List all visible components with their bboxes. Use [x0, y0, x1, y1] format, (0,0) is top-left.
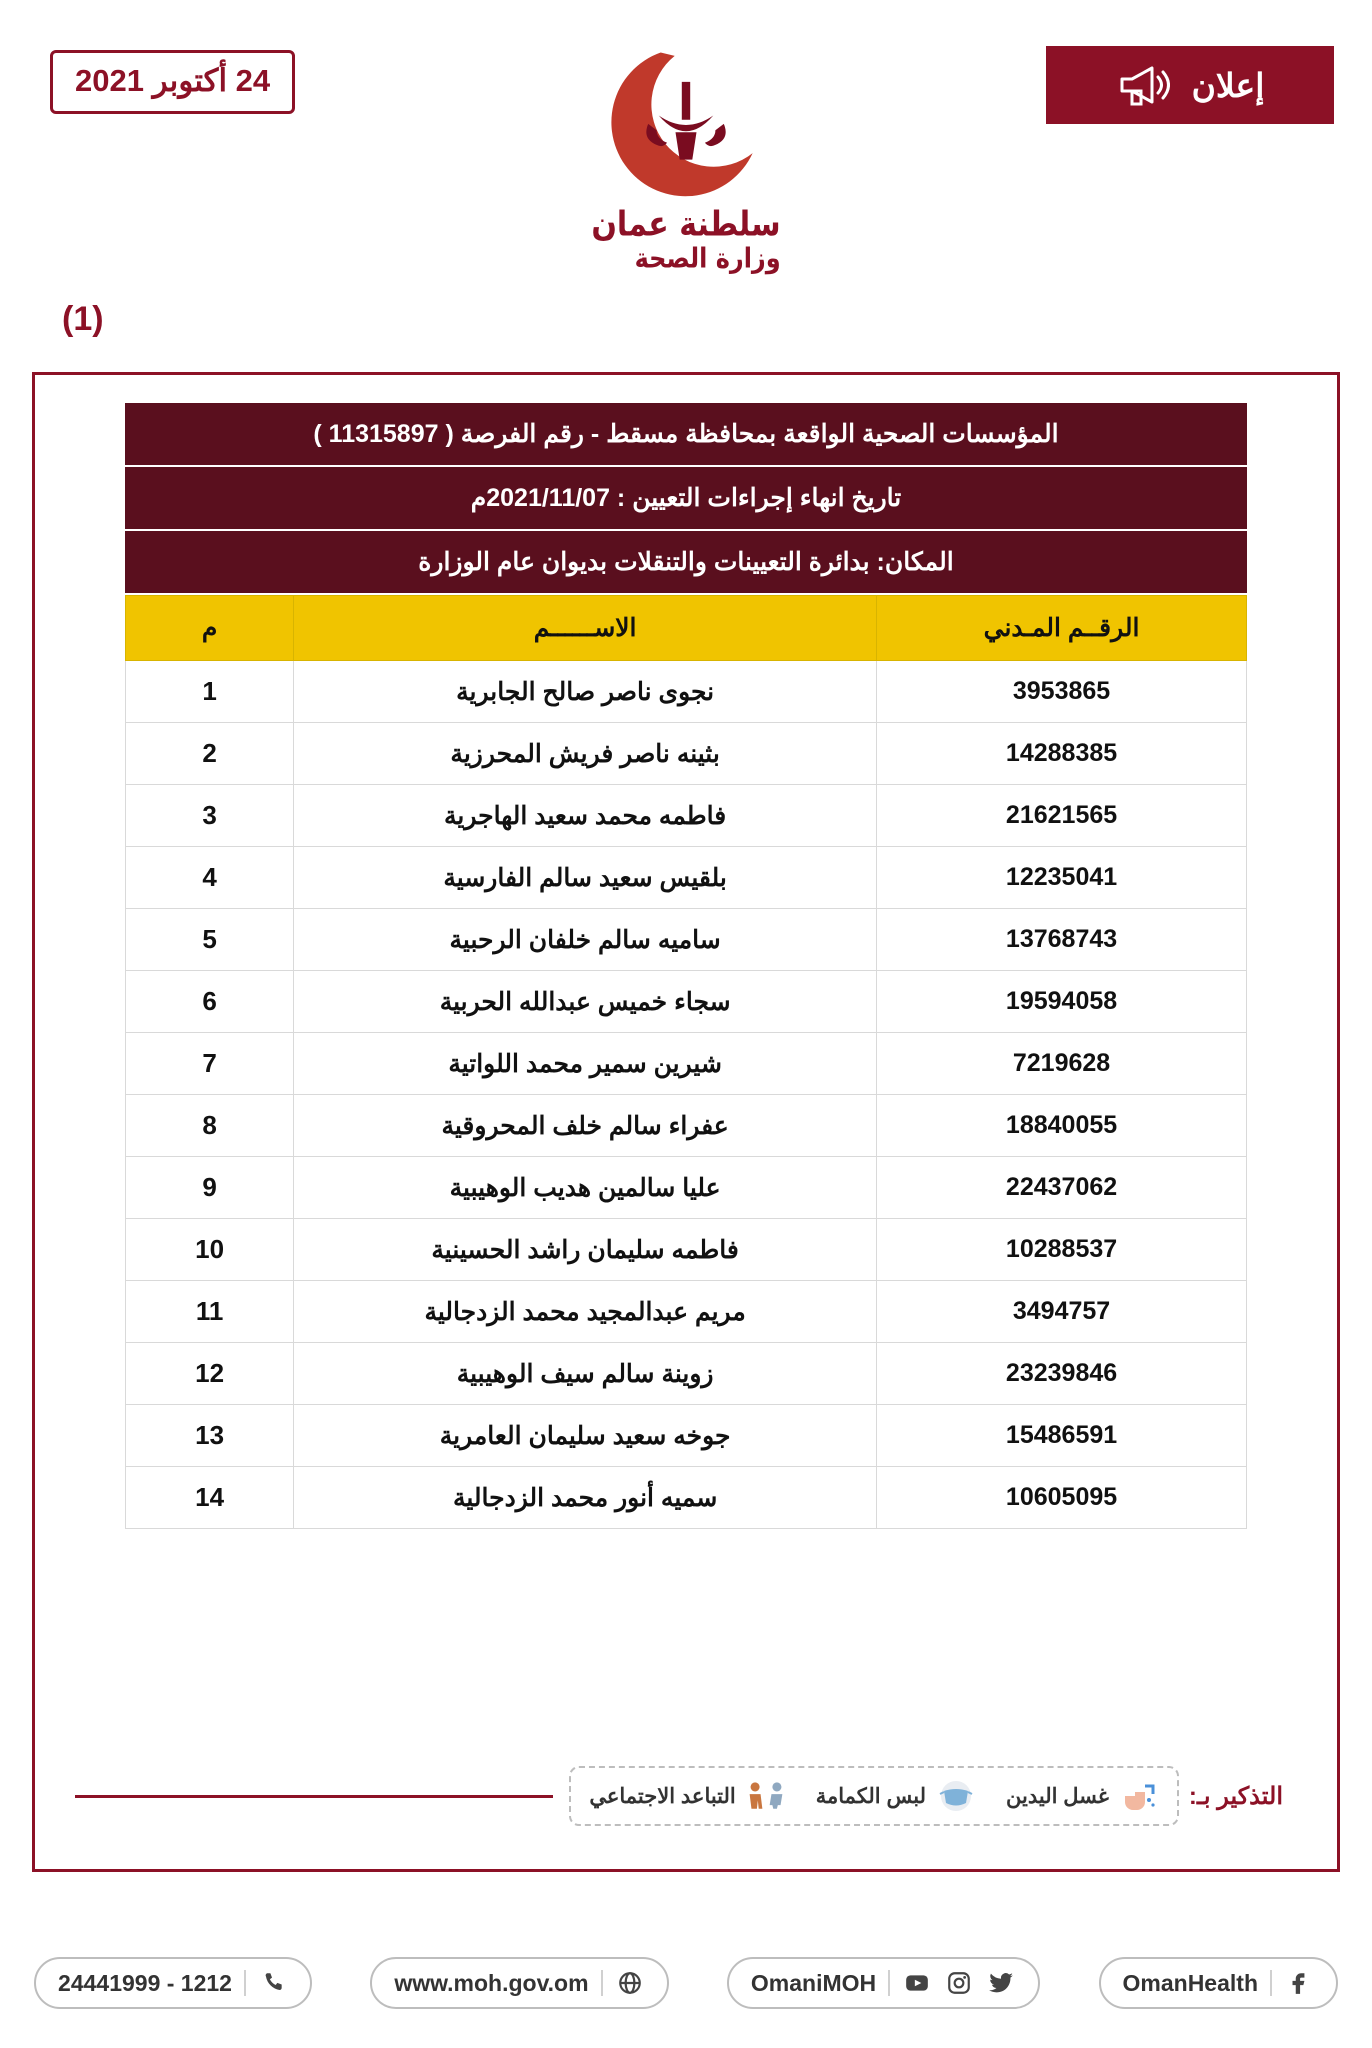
phone-icon — [258, 1968, 288, 1998]
table-row — [126, 1343, 1247, 1405]
cell-no: 4 — [126, 847, 294, 909]
instagram-icon — [944, 1968, 974, 1998]
cell-no: 9 — [126, 1157, 294, 1219]
reminder-item-handwash — [1006, 1776, 1159, 1816]
date-badge: 24 أكتوبر 2021 — [50, 50, 295, 114]
table-header-row — [126, 596, 1247, 661]
mask-icon — [936, 1776, 976, 1816]
twitter-icon — [986, 1968, 1016, 1998]
band-title: المؤسسات الصحية الواقعة بمحافظة مسقط - رقم الفرصة ( 11315897 ) — [125, 403, 1247, 467]
social-handle-text: OmaniMOH — [750, 1969, 877, 1996]
reminder-text: غسل اليدين — [1006, 1784, 1109, 1808]
cell-name: بثينه ناصر فريش المحرزية — [294, 723, 877, 785]
content-frame — [32, 372, 1340, 1872]
table-row — [126, 971, 1247, 1033]
website-text: www.moh.gov.om — [394, 1969, 589, 1996]
oman-crest-icon — [586, 40, 786, 205]
cell-no: 6 — [126, 971, 294, 1033]
phone-number[interactable] — [34, 1957, 312, 2009]
divider — [888, 1970, 890, 1996]
page-number: (1) — [62, 300, 104, 338]
cell-civil-id: 7219628 — [877, 1033, 1247, 1095]
facebook-icon — [1284, 1968, 1314, 1998]
cell-civil-id: 18840055 — [877, 1095, 1247, 1157]
cell-no: 5 — [126, 909, 294, 971]
cell-no: 2 — [126, 723, 294, 785]
reminder-items — [569, 1766, 1179, 1826]
cell-no: 1 — [126, 661, 294, 723]
cell-no: 10 — [126, 1219, 294, 1281]
divider — [1270, 1970, 1272, 1996]
table-row — [126, 661, 1247, 723]
cell-civil-id: 22437062 — [877, 1157, 1247, 1219]
table-row — [126, 1095, 1247, 1157]
table-row — [126, 1405, 1247, 1467]
candidates-table — [125, 595, 1247, 1529]
table-row — [126, 1281, 1247, 1343]
table-row — [126, 1033, 1247, 1095]
cell-civil-id: 21621565 — [877, 785, 1247, 847]
globe-icon — [615, 1968, 645, 1998]
youtube-icon — [902, 1968, 932, 1998]
cell-name: شيرين سمير محمد اللواتية — [294, 1033, 877, 1095]
header-name: الاســــــم — [294, 596, 877, 661]
band-deadline: تاريخ انهاء إجراءات التعيين : 2021/11/07م — [125, 467, 1247, 531]
band-location: المكان: بدائرة التعيينات والتنقلات بديوان عام الوزارة — [125, 531, 1247, 595]
cell-no: 13 — [126, 1405, 294, 1467]
cell-name: فاطمه سليمان راشد الحسينية — [294, 1219, 877, 1281]
cell-civil-id: 15486591 — [877, 1405, 1247, 1467]
website-link[interactable] — [370, 1957, 668, 2009]
reminder-strip — [75, 1767, 1297, 1825]
cell-civil-id: 23239846 — [877, 1343, 1247, 1405]
reminder-label: التذكير بـ: — [1188, 1782, 1283, 1810]
cell-name: مريم عبدالمجيد محمد الزدجالية — [294, 1281, 877, 1343]
cell-civil-id: 14288385 — [877, 723, 1247, 785]
table-area — [125, 403, 1247, 1529]
table-row — [126, 723, 1247, 785]
reminder-item-distancing — [589, 1776, 785, 1816]
cell-name: عليا سالمين هديب الوهيبية — [294, 1157, 877, 1219]
cell-name: ساميه سالم خلفان الرحبية — [294, 909, 877, 971]
ministry-wordmark — [591, 204, 780, 274]
announcement-label: إعلان — [1191, 66, 1265, 104]
cell-civil-id: 13768743 — [877, 909, 1247, 971]
phone-text: 24441999 - 1212 — [58, 1969, 232, 1996]
table-row — [126, 785, 1247, 847]
table-row — [126, 1157, 1247, 1219]
header-civil-id: الرقــم المـدني — [877, 596, 1247, 661]
ministry-line-2: وزارة الصحة — [634, 242, 781, 275]
cell-civil-id: 10288537 — [877, 1219, 1247, 1281]
divider — [244, 1970, 246, 1996]
cell-name: زوينة سالم سيف الوهيبية — [294, 1343, 877, 1405]
cell-civil-id: 3953865 — [877, 661, 1247, 723]
reminder-text: التباعد الاجتماعي — [589, 1784, 736, 1808]
reminder-text: لبس الكمامة — [815, 1784, 926, 1808]
table-body — [126, 661, 1247, 1529]
reminder-item-mask — [816, 1776, 976, 1816]
cell-name: جوخه سعيد سليمان العامرية — [294, 1405, 877, 1467]
header-no: م — [126, 596, 294, 661]
cell-no: 12 — [126, 1343, 294, 1405]
cell-name: سجاء خميس عبدالله الحربية — [294, 971, 877, 1033]
table-row — [126, 1467, 1247, 1529]
ministry-line-1: سلطنة عمان — [591, 204, 781, 245]
distancing-icon — [746, 1776, 786, 1816]
cell-name: سميه أنور محمد الزدجالية — [294, 1467, 877, 1529]
cell-civil-id: 12235041 — [877, 847, 1247, 909]
ministry-logo — [0, 40, 1372, 275]
cell-civil-id: 19594058 — [877, 971, 1247, 1033]
cell-name: عفراء سالم خلف المحروقية — [294, 1095, 877, 1157]
table-row — [126, 847, 1247, 909]
cell-name: بلقيس سعيد سالم الفارسية — [294, 847, 877, 909]
cell-civil-id: 10605095 — [877, 1467, 1247, 1529]
cell-no: 7 — [126, 1033, 294, 1095]
page-header — [0, 0, 1372, 338]
handwash-icon — [1119, 1776, 1159, 1816]
cell-no: 14 — [126, 1467, 294, 1529]
cell-no: 3 — [126, 785, 294, 847]
facebook-handle[interactable] — [1099, 1957, 1338, 2009]
table-row — [126, 909, 1247, 971]
cell-civil-id: 3494757 — [877, 1281, 1247, 1343]
divider — [601, 1970, 603, 1996]
cell-name: فاطمه محمد سعيد الهاجرية — [294, 785, 877, 847]
reminder-rule — [75, 1795, 553, 1798]
table-row — [126, 1219, 1247, 1281]
social-handles[interactable] — [727, 1957, 1040, 2009]
cell-no: 8 — [126, 1095, 294, 1157]
cell-name: نجوى ناصر صالح الجابرية — [294, 661, 877, 723]
facebook-handle-text: OmanHealth — [1122, 1969, 1258, 1996]
cell-no: 11 — [126, 1281, 294, 1343]
page-footer — [34, 1952, 1338, 2014]
